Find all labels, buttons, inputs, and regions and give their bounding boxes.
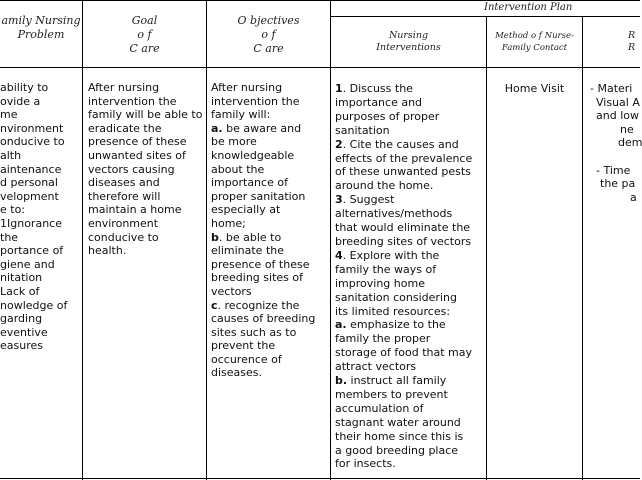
objective-line (211, 299, 329, 313)
objective-line-text: . be able to (218, 230, 282, 244)
objective-line-text: intervention the (211, 94, 300, 108)
problem-line: alth (0, 148, 22, 162)
header-method-contact-line: Method o f Nurse- (495, 31, 574, 41)
intervention-line (335, 318, 485, 332)
goal-line: After nursing (88, 81, 160, 94)
header-intervention-plan (412, 2, 640, 14)
intervention-line (335, 277, 485, 291)
header-method-contact (487, 30, 582, 54)
objective-line-text: be more (211, 135, 257, 149)
problem-line: the (0, 230, 19, 244)
header-objectives-line: o f (261, 28, 276, 41)
intervention-line-text: storage of food that may (335, 346, 472, 360)
intervention-line (335, 193, 485, 207)
header-bottom-border (0, 67, 640, 68)
header-intervention-plan-label: Intervention Plan (484, 2, 573, 13)
objective-line-text: diseases. (211, 366, 263, 380)
method-line: Home Visit (504, 82, 565, 95)
intervention-line (335, 388, 485, 402)
objective-line (211, 190, 329, 204)
problem-line: d personal (0, 176, 58, 190)
objective-line-text: causes of breeding (211, 312, 316, 326)
intervention-line-text: for insects. (335, 457, 396, 471)
intervention-line (335, 235, 485, 249)
header-objectives-line: C are (253, 42, 284, 55)
intervention-line (335, 332, 485, 346)
intervention-line-marker: 1 (335, 82, 343, 95)
column-divider-2 (206, 0, 207, 480)
intervention-line-text: instruct all family (347, 374, 447, 388)
goal-column (88, 81, 204, 258)
intervention-line-text: . Cite the causes and (342, 137, 459, 151)
objective-line-text: importance of (211, 176, 288, 190)
intervention-line (335, 249, 485, 263)
intervention-line (335, 444, 485, 458)
header-problem (0, 14, 82, 42)
intervention-line-text: that would eliminate the (335, 221, 471, 235)
intervention-line-text: a good breeding place (335, 443, 459, 457)
intervention-line (335, 402, 485, 416)
objective-line-marker: a. (211, 121, 223, 135)
objective-line-text: about the (211, 162, 265, 176)
resource-line: ne (620, 122, 634, 136)
goal-line: environment (88, 216, 159, 230)
objective-line (211, 149, 329, 163)
objective-line-text: eliminate the (211, 244, 284, 258)
column-divider-5 (582, 16, 583, 480)
problem-line: aintenance (0, 162, 62, 176)
objective-line (211, 285, 329, 299)
header-objectives-line: O bjectives (237, 14, 300, 27)
header-goal-line: Goal (131, 14, 158, 27)
objective-line-text: sites such as to (211, 325, 297, 339)
goal-line: therefore will (88, 189, 161, 203)
intervention-line (335, 416, 485, 430)
resources-column (590, 82, 640, 204)
goal-line: diseases and (88, 176, 160, 190)
objective-line-text: After nursing (211, 81, 283, 94)
intervention-line (335, 221, 485, 235)
objective-line (211, 312, 329, 326)
objectives-column (211, 81, 329, 380)
objective-line (211, 339, 329, 353)
intervention-line (335, 374, 485, 388)
header-goal-line: o f (137, 28, 152, 41)
problem-line: giene and (0, 257, 55, 271)
intervention-line-text: of these unwanted pests (335, 165, 471, 179)
intervention-line-text: purposes of proper (335, 109, 440, 123)
header-resources-line: R (628, 42, 636, 53)
intervention-line (335, 179, 485, 193)
resource-line: - Time (596, 163, 631, 177)
intervention-line (335, 207, 485, 221)
intervention-line-text: accumulation of (335, 401, 424, 415)
intervention-line-marker: b. (335, 374, 348, 388)
problem-line: e to: (0, 203, 26, 217)
table-bottom-border (0, 478, 640, 479)
goal-line: unwanted sites of (88, 148, 186, 162)
objective-line (211, 203, 329, 217)
problem-line: eventive (0, 325, 48, 339)
header-resources-line: R (628, 30, 636, 41)
interventions-column (335, 82, 485, 471)
objective-line (211, 366, 329, 380)
objective-line (211, 122, 329, 136)
intervention-line-marker: 4 (335, 248, 343, 262)
intervention-line-text: members to prevent (335, 387, 448, 401)
intervention-line-text: family the ways of (335, 262, 437, 276)
intervention-line (335, 138, 485, 152)
objective-line (211, 326, 329, 340)
intervention-line (335, 124, 485, 138)
objective-line-text: occurence of (211, 352, 282, 366)
objective-line (211, 163, 329, 177)
objective-line (211, 244, 329, 258)
intervention-line-text: attract vectors (335, 360, 417, 374)
intervention-line (335, 96, 485, 110)
intervention-line-marker: a. (335, 318, 347, 332)
objective-line (211, 217, 329, 231)
intervention-line (335, 291, 485, 305)
resource-line: - Materi (590, 82, 633, 95)
intervention-line-text: around the home. (335, 179, 434, 193)
resource-line: Visual A (596, 95, 640, 109)
intervention-line-text: . Discuss the (342, 82, 413, 95)
goal-line: intervention the (88, 94, 177, 108)
intervention-line-text: its limited resources: (335, 304, 451, 318)
objective-line-marker: c (211, 298, 218, 312)
objective-line-marker: b (211, 230, 219, 244)
method-column (487, 82, 582, 96)
objective-line (211, 271, 329, 285)
intervention-line-text: family the proper (335, 332, 431, 346)
objective-line-text: especially at (211, 203, 281, 217)
objective-line (211, 95, 329, 109)
objective-line-text: knowledgeable (211, 148, 295, 162)
header-problem-line: amily Nursing (1, 14, 81, 27)
problem-line: me (0, 108, 18, 122)
objective-line (211, 108, 329, 122)
objective-line-text: breeding sites of (211, 271, 303, 285)
resource-line: and low (596, 109, 639, 123)
intervention-line-text: improving home (335, 276, 425, 290)
goal-line: vectors causing (88, 162, 175, 176)
header-goal (83, 14, 206, 56)
intervention-line-text: . Suggest (342, 193, 395, 207)
intervention-line (335, 110, 485, 124)
column-divider-1 (82, 0, 83, 480)
problem-line: portance of (0, 244, 64, 258)
header-goal-line: C are (129, 42, 160, 55)
problem-line: easures (0, 339, 43, 353)
goal-line: health. (88, 244, 127, 258)
intervention-plan-divider (330, 16, 640, 17)
problem-line: velopment (0, 189, 59, 203)
goal-line: family will be able to (88, 108, 203, 122)
goal-line: presence of these (88, 135, 187, 149)
intervention-line-marker: 3 (335, 193, 343, 207)
objective-line (211, 135, 329, 149)
objective-line-text: presence of these (211, 257, 310, 271)
problem-line: ovide a (0, 94, 41, 108)
intervention-line-text: sanitation (335, 123, 390, 137)
resource-line: the pa (600, 177, 636, 191)
intervention-line-text: effects of the prevalence (335, 151, 473, 165)
resource-line (590, 150, 640, 164)
problem-line: nitation (0, 271, 43, 285)
intervention-line (335, 263, 485, 277)
objective-line-text: . recognize the (217, 298, 300, 312)
intervention-line (335, 457, 485, 471)
intervention-line-text: stagnant water around (335, 415, 461, 429)
intervention-line-text: . Explore with the (342, 248, 440, 262)
column-divider-3 (330, 0, 331, 480)
objective-line (211, 81, 329, 95)
intervention-line (335, 82, 485, 96)
objective-line-text: vectors (211, 284, 252, 298)
objective-line-text: prevent the (211, 339, 276, 353)
intervention-line-text: alternatives/methods (335, 207, 453, 221)
problem-line: garding (0, 312, 43, 326)
objective-line (211, 353, 329, 367)
table-top-border (0, 0, 640, 1)
objective-line-text: proper sanitation (211, 189, 306, 203)
header-method-contact-line: Family Contact (501, 43, 568, 53)
goal-line: eradicate the (88, 121, 162, 135)
header-objectives (207, 14, 330, 56)
objective-line (211, 231, 329, 245)
header-nursing-interventions (331, 30, 486, 54)
problem-line: nvironment (0, 121, 64, 135)
header-nursing-interventions-line: Interventions (376, 42, 441, 53)
problem-column (0, 81, 80, 353)
intervention-line-text: importance and (335, 95, 423, 109)
intervention-line (335, 360, 485, 374)
goal-line: conducive to (88, 230, 159, 244)
intervention-line-text: emphasize to the (346, 318, 446, 332)
goal-line: maintain a home (88, 203, 182, 217)
objective-line-text: home; (211, 216, 246, 230)
objective-line-text: family will: (211, 108, 271, 122)
intervention-line-marker: 2 (335, 137, 343, 151)
header-resources (628, 30, 640, 54)
objective-line-text: be aware and (222, 121, 302, 135)
problem-line: onducive to (0, 135, 65, 149)
intervention-line-text: breeding sites of vectors (335, 234, 472, 248)
intervention-line (335, 165, 485, 179)
intervention-line (335, 346, 485, 360)
header-nursing-interventions-line: Nursing (388, 30, 429, 41)
intervention-line (335, 152, 485, 166)
intervention-line-text: sanitation considering (335, 290, 457, 304)
problem-line: 1Ignorance (0, 216, 62, 230)
resource-line: a (630, 190, 637, 204)
objective-line (211, 176, 329, 190)
problem-line: ability to (0, 81, 49, 94)
intervention-line (335, 430, 485, 444)
intervention-line-text: their home since this is (335, 429, 464, 443)
objective-line (211, 258, 329, 272)
header-problem-line: Problem (17, 28, 65, 41)
resource-line: dem (618, 136, 642, 150)
problem-line: Lack of (0, 284, 40, 298)
intervention-line (335, 305, 485, 319)
problem-line: nowledge of (0, 298, 68, 312)
